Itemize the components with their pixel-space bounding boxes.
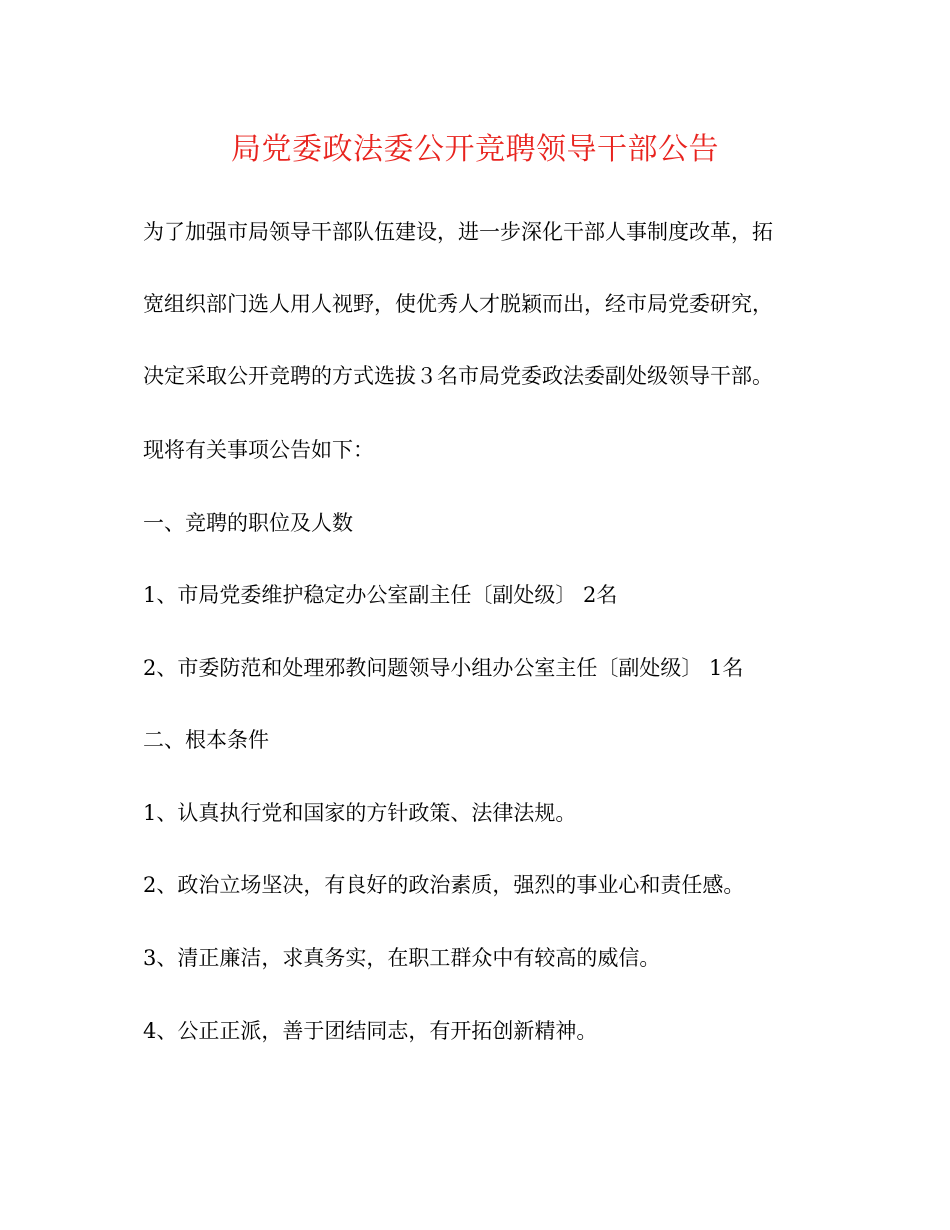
section-heading: 二、根本条件 <box>143 728 269 752</box>
paragraph-line: 现将有关事项公告如下： <box>143 438 374 462</box>
section-heading: 一、竞聘的职位及人数 <box>143 511 353 535</box>
list-item: 2、市委防范和处理邪教问题领导小组办公室主任〔副处级〕 1名 <box>143 656 744 680</box>
list-item: 2、政治立场坚决，有良好的政治素质，强烈的事业心和责任感。 <box>143 873 745 897</box>
paragraph-line: 为了加强市局领导干部队伍建设，进一步深化干部人事制度改革，拓 <box>143 220 773 244</box>
list-item: 3、清正廉洁，求真务实，在职工群众中有较高的威信。 <box>143 946 661 970</box>
list-item: 1、市局党委维护稳定办公室副主任〔副处级〕 2名 <box>143 583 618 607</box>
document-title: 局党委政法委公开竞聘领导干部公告 <box>231 132 719 167</box>
list-item: 4、公正正派，善于团结同志，有开拓创新精神。 <box>143 1019 598 1043</box>
list-item: 1、认真执行党和国家的方针政策、法律法规。 <box>143 801 577 825</box>
paragraph-line: 决定采取公开竞聘的方式选拔３名市局党委政法委副处级领导干部。 <box>143 364 773 388</box>
paragraph-line: 宽组织部门选人用人视野，使优秀人才脱颖而出，经市局党委研究， <box>143 292 773 316</box>
